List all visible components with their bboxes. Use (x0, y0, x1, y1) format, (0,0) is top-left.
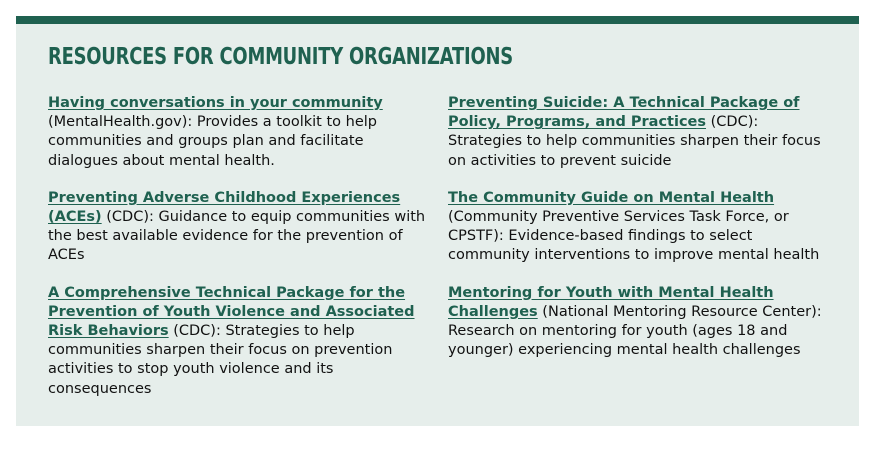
resource-entry (448, 189, 823, 266)
resource-entry (48, 189, 433, 266)
resource-entry (48, 284, 433, 399)
resource-link-preventing-suicide[interactable]: Preventing Suicide: A Technical Package of Policy, Programs, and Practices (448, 95, 800, 131)
resource-link-conversations[interactable]: Having conversations in your community (48, 95, 383, 111)
resource-entry (48, 94, 433, 171)
resource-link-mentoring[interactable]: Mentoring for Youth with Mental Health Challenges (448, 284, 774, 320)
top-accent-bar (16, 16, 859, 24)
resource-description: (MentalHealth.gov): Provides a toolkit to help communities and groups plan and facilitate dialogues about mental health. (48, 114, 377, 169)
resource-link-aces[interactable]: Preventing Adverse Childhood Experiences (ACEs) (48, 189, 401, 226)
resources-panel (16, 16, 859, 426)
resource-link-community-guide[interactable]: The Community Guide on Mental Health (448, 189, 775, 206)
resource-description: (National Mentoring Resource Center): Research on mentoring for youth (ages 18 and younger) experiencing mental health challenges (448, 303, 822, 359)
resource-description: (Community Preventive Services Task Force, or CPSTF): Evidence-based findings to select community interventions to improve mental health (448, 209, 820, 264)
resources-column-right (448, 94, 823, 378)
resource-description: (CDC): Guidance to equip communities with the best available evidence for the prevention of ACEs (48, 209, 426, 264)
section-title: RESOURCES FOR COMMUNITY ORGANIZATIONS (48, 44, 513, 70)
resource-entry (448, 284, 823, 361)
resource-entry (448, 94, 823, 171)
resource-description: (CDC): Strategies to help communities sharpen their focus on prevention activities to stop youth violence and its consequences (48, 323, 393, 397)
resources-column-left (48, 94, 433, 417)
resource-link-youth-violence[interactable]: A Comprehensive Technical Package for the Prevention of Youth Violence and Associated Risk Behaviors (48, 284, 415, 340)
resource-description: (CDC): Strategies to help communities sharpen their focus on activities to prevent suicide (448, 114, 821, 169)
